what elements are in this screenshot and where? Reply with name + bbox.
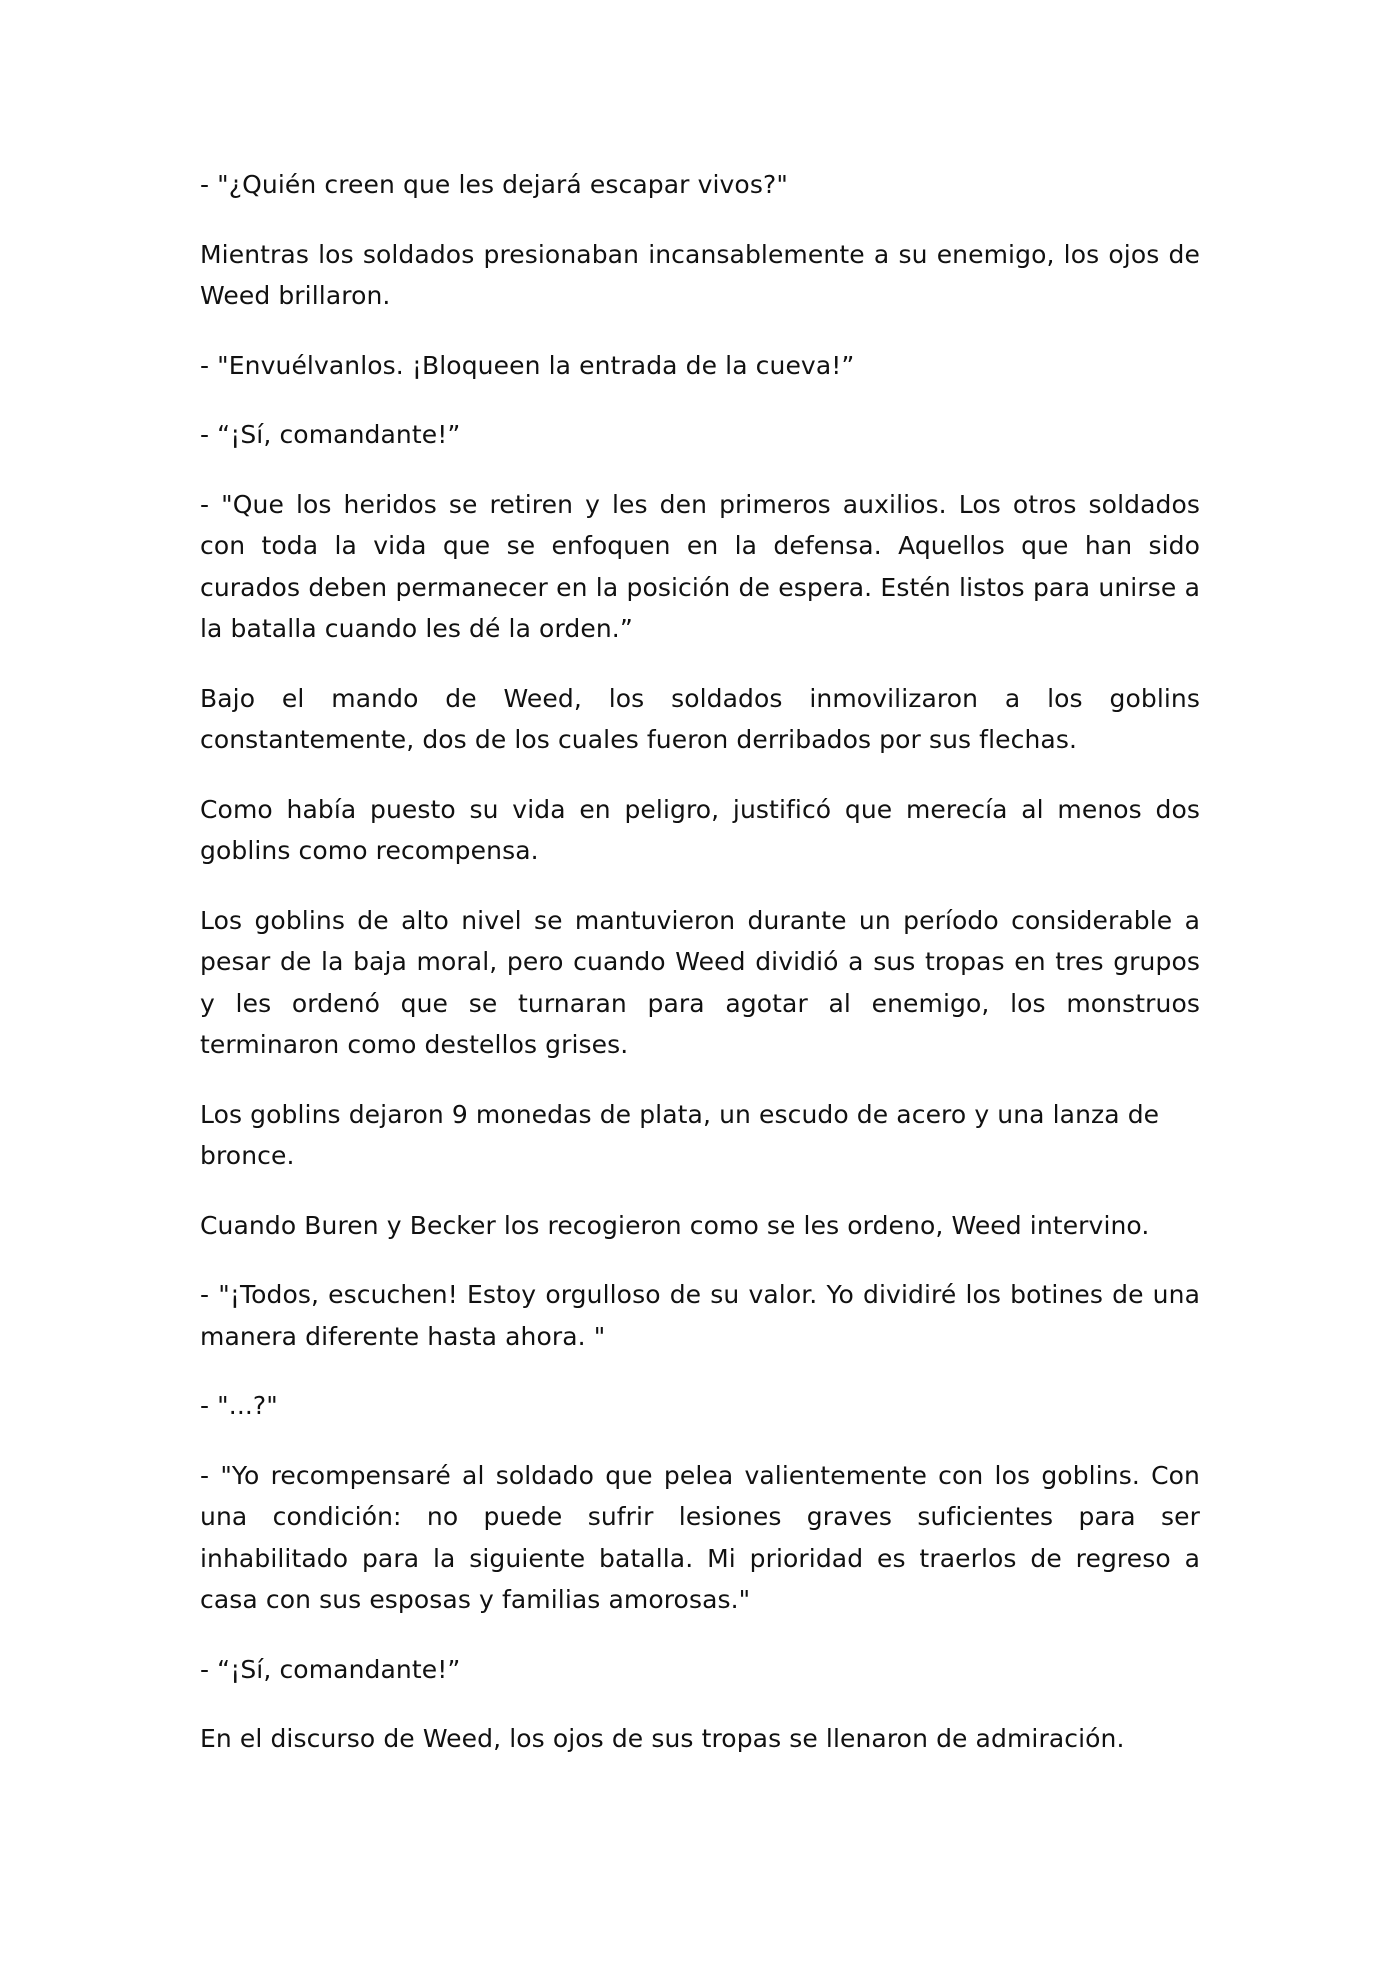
paragraph: - "...?" [200, 1391, 278, 1420]
paragraph: - "Que los heridos se retiren y les den primeros auxilios. Los otros soldados con toda la vida que se enfoquen en la defensa. Aquellos que han sido curados deben permanecer en la posición de espera. Estén listos para unirse a la batalla cuando les dé la orden.” [200, 489, 1200, 643]
paragraph: - "Yo recompensaré al soldado que pelea valientemente con los goblins. Con una condición: no puede sufrir lesiones graves suficientes para ser inhabilitado para la siguiente batalla. Mi prioridad es traerlos de regreso a casa con sus esposas y familias amorosas." [200, 1460, 1200, 1614]
paragraph: Los goblins de alto nivel se mantuvieron durante un período considerable a pesar de la baja moral, pero cuando Weed dividió a sus tropas en tres grupos y les ordenó que se turnaran para agotar al enemigo, los monstruos terminaron como destellos grises. [200, 905, 1200, 1059]
paragraph: - "¿Quién creen que les dejará escapar vivos?" [200, 170, 788, 199]
paragraph: Los goblins dejaron 9 monedas de plata, un escudo de acero y una lanza de bronce. [200, 1099, 1160, 1170]
paragraph: - "Envuélvanlos. ¡Bloqueen la entrada de la cueva!” [200, 350, 855, 380]
paragraph: Cuando Buren y Becker los recogieron como se les ordeno, Weed intervino. [200, 1210, 1150, 1240]
paragraph: Bajo el mando de Weed, los soldados inmovilizaron a los goblins constantemente, dos de los cuales fueron derribados por sus flechas. [200, 683, 1200, 754]
paragraph: Como había puesto su vida en peligro, justificó que merecía al menos dos goblins como recompensa. [200, 794, 1200, 865]
paragraph: - "¡Todos, escuchen! Estoy orgulloso de su valor. Yo dividiré los botines de una manera diferente hasta ahora. " [200, 1280, 1200, 1351]
paragraph: En el discurso de Weed, los ojos de sus tropas se llenaron de admiración. [200, 1724, 1125, 1753]
document-body [200, 164, 1200, 1788]
paragraph: - “¡Sí, comandante!” [200, 1654, 461, 1684]
paragraph: - “¡Sí, comandante!” [200, 420, 461, 449]
paragraph: Mientras los soldados presionaban incansablemente a su enemigo, los ojos de Weed brillaron. [200, 239, 1200, 310]
